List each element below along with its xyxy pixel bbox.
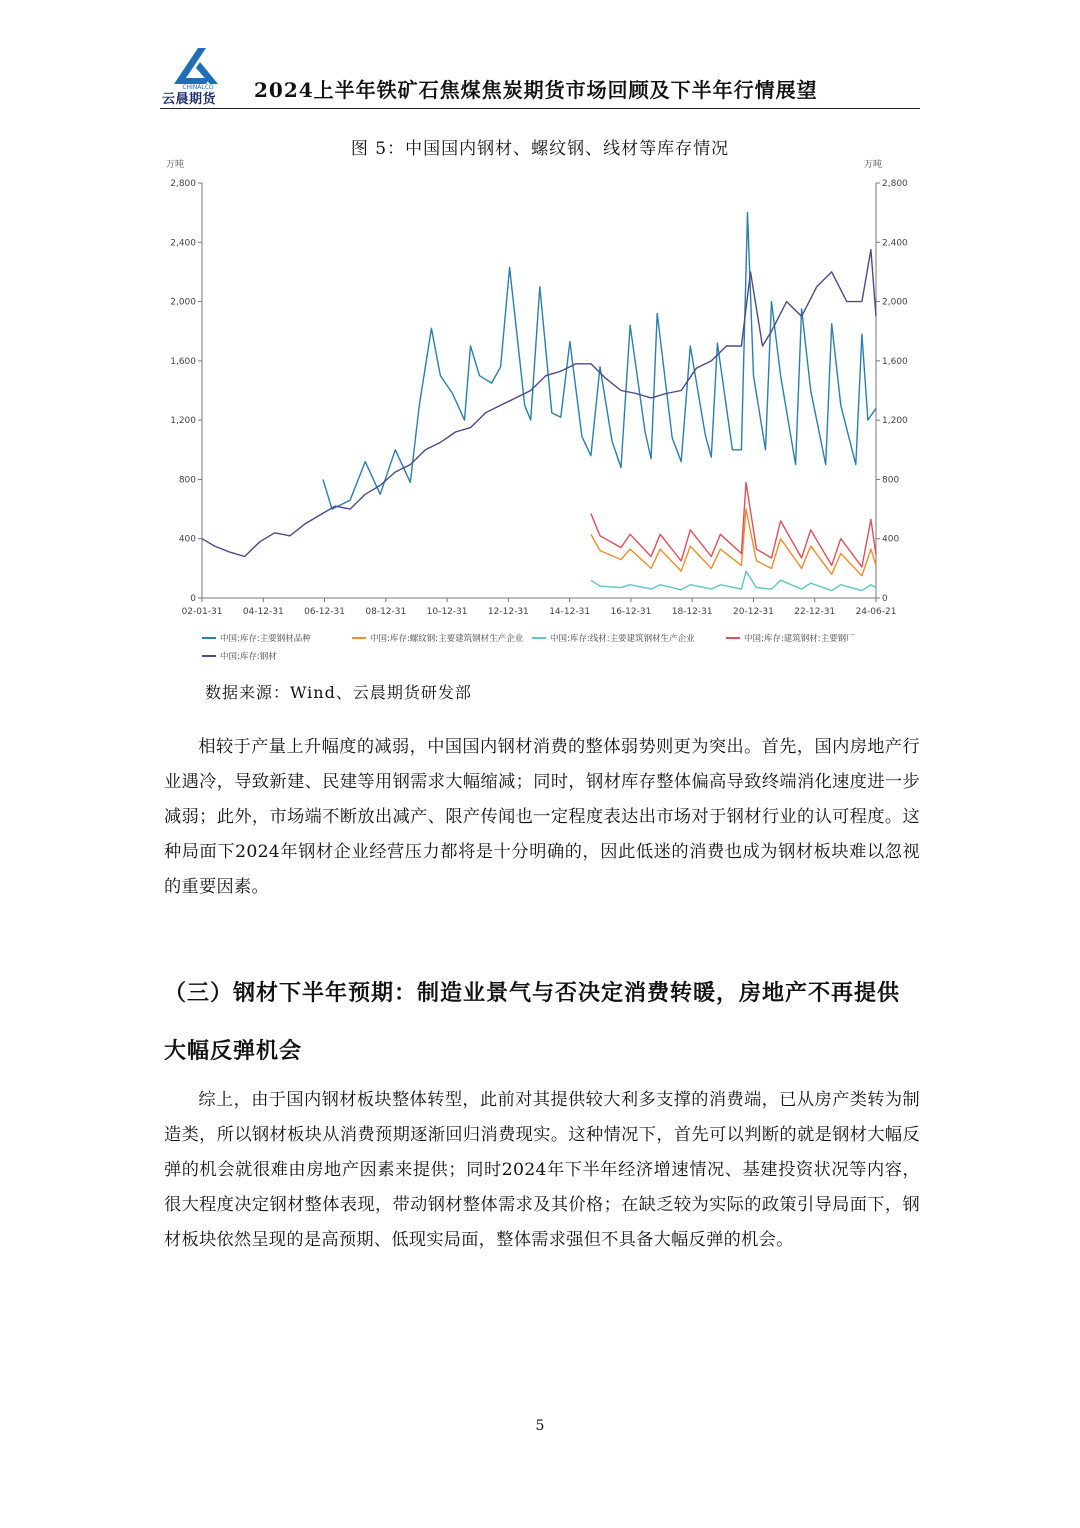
x-tick-label: 06-12-31	[304, 607, 345, 617]
x-tick-label: 04-12-31	[242, 607, 284, 617]
right-y-unit: 万吨	[864, 160, 883, 170]
page-number: 5	[535, 1418, 545, 1434]
inventory-line-chart	[160, 155, 920, 670]
right-y-tick-label: 400	[882, 534, 900, 545]
x-tick-label: 14-12-31	[549, 607, 591, 617]
right-y-tick-label: 2,000	[882, 297, 908, 308]
left-y-tick-label: 800	[178, 475, 196, 486]
figure-title: 图 5：中国国内钢材、螺纹钢、线材等库存情况	[350, 139, 730, 159]
right-y-tick-label: 1,600	[882, 356, 908, 367]
chart-lines	[202, 213, 876, 591]
right-y-tick-label: 2,400	[882, 238, 908, 249]
chart-legend	[202, 633, 855, 662]
legend-label: 中国:库存:螺纹钢:主要建筑钢材生产企业	[370, 634, 524, 644]
x-tick-label: 10-12-31	[426, 607, 468, 617]
left-y-tick-label: 400	[178, 534, 196, 545]
paragraph-1-text: 相较于产量上升幅度的减弱，中国国内钢材消费的整体弱势则更为突出。首先，国内房地产行业遇冷，导致新建、民建等用钢需求大幅缩减；同时，钢材库存整体偏高导致终端消化速度进一步减弱；此外，市场端不断放出减产、限产传闻也一定程度表达出市场对于钢材行业的认可程度。这种局面下2024年钢材企业经营压力都将是十分明确的，因此低迷的消费也成为钢材板块难以忽视的重要因素。	[164, 737, 920, 897]
series-line	[591, 482, 876, 567]
document-title: 2024上半年铁矿石焦煤焦炭期货市场回顾及下半年行情展望	[254, 78, 818, 102]
series-line	[591, 509, 876, 576]
page-header	[160, 40, 920, 112]
left-y-tick-label: 2,400	[170, 238, 196, 249]
header-divider	[160, 108, 920, 109]
paragraph-2-text: 综上，由于国内钢材板块整体转型，此前对其提供较大利多支撑的消费端，已从房产类转为制造类，所以钢材板块从消费预期逐渐回归消费现实。这种情况下，首先可以判断的就是钢材大幅反弹的机会就很难由房地产因素来提供；同时2024年下半年经济增速情况、基建投资状况等内容，很大程度决定钢材整体表现，带动钢材整体需求及其价格；在缺乏较为实际的政策引导局面下，钢材板块依然呈现的是高预期、低现实局面，整体需求强但不具备大幅反弹的机会。	[164, 1090, 920, 1250]
series-line	[591, 571, 876, 590]
right-y-tick-label: 0	[882, 594, 888, 604]
legend-label: 中国:库存:建筑钢材:主要钢厂	[744, 634, 855, 644]
right-y-tick-label: 800	[882, 475, 900, 486]
paragraph-2	[164, 1083, 920, 1258]
left-y-unit: 万吨	[166, 160, 185, 170]
paragraph-1	[164, 730, 920, 905]
right-y-tick-label: 1,200	[882, 416, 908, 427]
left-y-tick-label: 1,600	[170, 356, 196, 367]
x-tick-label: 08-12-31	[365, 607, 407, 617]
logo-text: CHINALCO	[182, 84, 214, 91]
x-tick-label: 12-12-31	[487, 607, 529, 617]
legend-label: 中国:库存:主要钢材品种	[220, 634, 311, 644]
right-y-tick-label: 2,800	[882, 179, 908, 189]
left-y-tick-label: 1,200	[170, 416, 196, 427]
left-y-tick-label: 2,000	[170, 297, 196, 308]
x-tick-label: 18-12-31	[671, 607, 713, 617]
x-tick-label: 20-12-31	[733, 607, 774, 617]
figure-source: 数据来源：Wind、云晨期货研发部	[205, 683, 472, 702]
series-line	[323, 213, 876, 510]
company-name: 云晨期货	[162, 92, 217, 107]
legend-label: 中国:库存:钢材	[220, 652, 277, 662]
section-heading: （三）钢材下半年预期：制造业景气与否决定消费转暖，房地产不再提供大幅反弹机会	[164, 980, 901, 1064]
left-y-tick-label: 0	[190, 594, 196, 604]
left-y-tick-label: 2,800	[170, 179, 196, 189]
x-tick-label: 22-12-31	[794, 607, 836, 617]
legend-label: 中国:库存:线材:主要建筑钢材生产企业	[550, 634, 695, 644]
x-tick-label: 16-12-31	[610, 607, 652, 617]
x-tick-label: 24-06-21	[855, 607, 897, 617]
x-tick-label: 02-01-31	[181, 607, 223, 617]
